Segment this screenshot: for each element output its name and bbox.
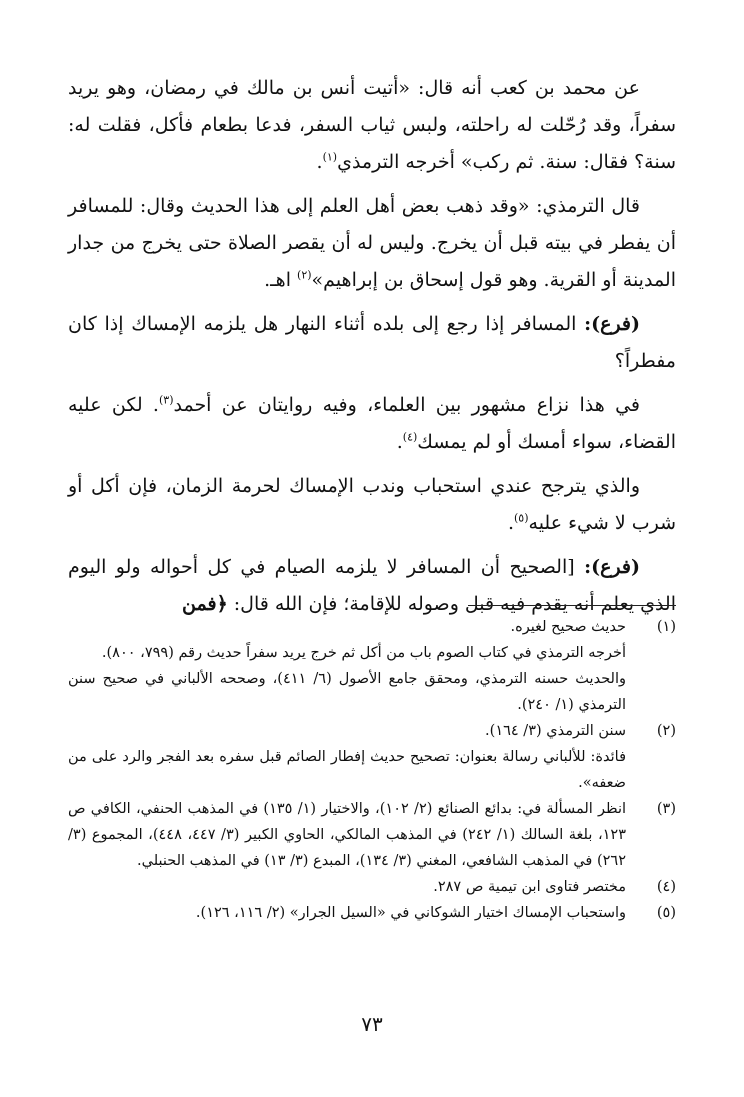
paragraph-1	[68, 70, 676, 181]
p1-end: .	[316, 151, 323, 173]
p1-line-2: وهو يريد سفراً، وقد رُحّلت له راحلته، ولبس ثياب السفر، فدعا بطعام	[68, 77, 676, 136]
footnote-3	[68, 796, 676, 874]
footnote-line: مختصر فتاوى ابن تيمية ص ٢٨٧.	[433, 879, 626, 895]
footnotes	[68, 614, 676, 926]
footnote-ref-3: (٣)	[158, 393, 174, 407]
footnote-number: (٥)	[656, 905, 676, 921]
p4-end: .	[396, 431, 403, 453]
p1-line-3: فأكل، فقلت له: سنة؟ فقال: سنة. ثم ركب» أخرجه الترمذي	[68, 114, 676, 173]
p4-text-a: في هذا نزاع مشهور بين العلماء، وفيه روايتان عن أحمد	[173, 394, 640, 416]
footnote-ref-2: (٢)	[297, 268, 312, 282]
footnote-ref-5: (٥)	[514, 511, 529, 525]
footnote-line: حديث صحيح لغيره.	[510, 619, 626, 635]
footnote-line: انظر المسألة في: بدائع الصنائع (٢/ ١٠٢)، والاختيار (١/ ١٣٥) في المذهب الحنفي، الكافي ص ١٢٣، بلغة السالك (١/ ٢٤٢) في المذهب المالكي، الحاوي الكبير (٣/ ٤٤٧، ٤٤٨)، المجموع (٣/ ٢٦٢) في المذهب الشافعي، المغني (٣/ ١٣٤)، المبدع (٣/ ١٣) في المذهب الحنبلي.	[68, 801, 627, 869]
footnote-2	[68, 718, 676, 796]
footnote-line: فائدة: للألباني رسالة بعنوان: تصحيح حديث إفطار الصائم قبل سفره بعد الفجر والرد على من ضعفه».	[68, 749, 626, 791]
p2-end: اهـ.	[264, 269, 298, 291]
page-number: ٧٣	[361, 1012, 383, 1036]
footnote-number: (١)	[656, 619, 676, 635]
paragraph-2	[68, 188, 676, 299]
paragraph-4	[68, 387, 676, 461]
footnote-divider	[468, 605, 676, 606]
paragraph-5	[68, 468, 676, 542]
footnote-1	[68, 614, 676, 718]
footnote-line: أخرجه الترمذي في كتاب الصوم باب من أكل ثم خرج يريد سفراً حديث رقم (٧٩٩، ٨٠٠).	[101, 645, 626, 661]
p5-text: والذي يترجح عندي استحباب وندب الإمساك لحرمة الزمان، فإن أكل أو شرب لا شيء عليه	[68, 475, 676, 534]
far-label-2: (فرع):	[584, 556, 640, 578]
footnote-ref-4: (٤)	[402, 430, 418, 444]
footnote-number: (٣)	[656, 801, 676, 817]
footnote-line: والحديث حسنه الترمذي، ومحقق جامع الأصول (٦/ ٤١١)، وصححه الألباني في صحيح سنن الترمذي (١/ ٢٤٠).	[68, 671, 627, 713]
p4-text-b: . لكن عليه القضاء، سواء أمسك أو لم يمسك	[68, 394, 676, 453]
footnote-ref-1: (١)	[322, 150, 338, 164]
p2-line-2: للمسافر أن يفطر في بيته قبل أن يخرج. وليس له أن يقصر الصلاة حتى	[68, 195, 677, 254]
footnote-line: واستحباب الإمساك اختيار الشوكاني في «السيل الجرار» (٢/ ١١٦، ١٢٦).	[195, 905, 626, 921]
p1-line-1: عن محمد بن كعب أنه قال: «أتيت أنس بن مالك في رمضان،	[144, 77, 640, 99]
footnote-line: سنن الترمذي (٣/ ١٦٤).	[485, 723, 626, 739]
paragraph-3	[68, 306, 676, 380]
footnote-4	[68, 874, 676, 900]
p6-text: [الصحيح أن المسافر لا يلزمه الصيام في كل أحواله ولو اليوم الذي يعلم أنه يقدم فيه قبل وصوله للإقامة؛ فإن الله قال:	[68, 556, 676, 615]
main-text	[68, 70, 676, 630]
p2-line-3: يخرج من جدار المدينة أو القرية. وهو قول إسحاق بن إبراهيم»	[68, 232, 676, 291]
footnote-number: (٤)	[656, 879, 676, 895]
p5-end: .	[507, 512, 514, 534]
footnote-number: (٢)	[656, 723, 676, 739]
p2-line-1: قال الترمذي: «وقد ذهب بعض أهل العلم إلى هذا الحديث وقال:	[139, 195, 640, 217]
far-label-1: (فرع):	[584, 313, 640, 335]
p3-text: المسافر إذا رجع إلى بلده أثناء النهار هل يلزمه الإمساك إذا كان مفطراً؟	[68, 313, 676, 372]
footnote-5	[68, 900, 676, 926]
quran-quote-start: ﴿فمن	[182, 593, 228, 615]
paragraph-6	[68, 549, 676, 623]
